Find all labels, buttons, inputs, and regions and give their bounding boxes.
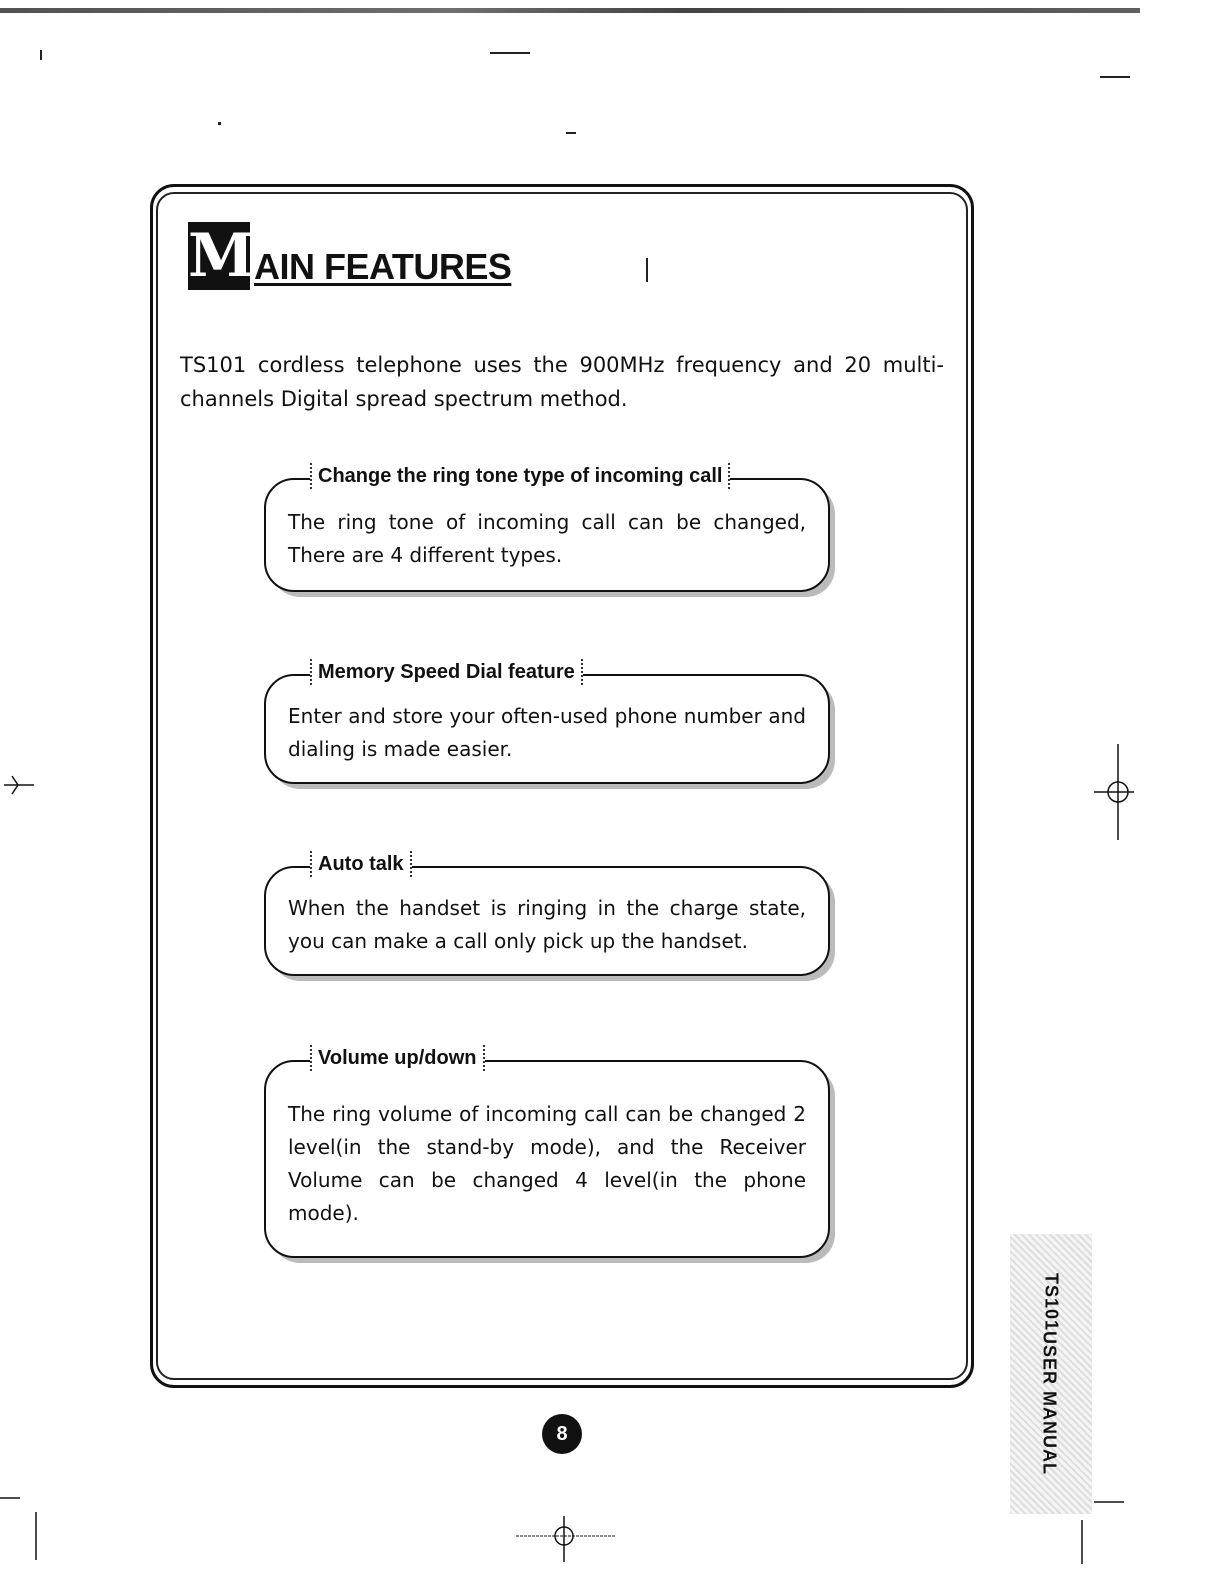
page-number: 8 xyxy=(542,1414,582,1454)
feature-title: Volume up/down xyxy=(310,1045,485,1071)
feature-box-ring-tone xyxy=(264,465,830,592)
registration-crosshair-icon xyxy=(1094,744,1134,840)
scan-speck xyxy=(566,132,576,134)
registration-mark-icon xyxy=(4,770,34,800)
registration-crosshair-icon xyxy=(516,1512,616,1562)
feature-title: Memory Speed Dial feature xyxy=(310,659,583,685)
title-text: AIN FEATURES xyxy=(254,246,512,287)
side-tab-label: USER MANUAL xyxy=(1039,1331,1060,1476)
feature-box-volume xyxy=(264,1047,830,1258)
scan-speck xyxy=(40,50,42,60)
intro-paragraph: TS101 cordless telephone uses the 900MHz frequency and 20 multi-channels Digital spread spectrum method. xyxy=(180,353,944,411)
side-tab-model: TS101 xyxy=(1041,1272,1062,1332)
feature-title: Auto talk xyxy=(310,851,412,877)
page-title xyxy=(188,222,511,290)
scan-speck xyxy=(1100,76,1130,78)
feature-box-auto-talk xyxy=(264,853,830,976)
top-rule xyxy=(0,8,1140,13)
feature-text: Enter and store your often-used phone number and dialing is made easier. xyxy=(288,704,806,761)
crop-mark-icon xyxy=(0,1490,40,1560)
feature-text: The ring tone of incoming call can be changed, There are 4 different types. xyxy=(288,510,806,567)
crop-mark-icon xyxy=(1076,1490,1126,1564)
feature-text: The ring volume of incoming call can be changed 2 level(in the stand-by mode), and the Receiver Volume can be changed 4 level(in the phone mode). xyxy=(288,1102,806,1225)
feature-box-speed-dial xyxy=(264,661,830,784)
feature-title: Change the ring tone type of incoming call xyxy=(310,463,730,489)
scan-speck xyxy=(490,52,530,54)
side-tab xyxy=(1010,1234,1092,1514)
scan-speck xyxy=(218,122,221,125)
feature-text: When the handset is ringing in the charge state, you can make a call only pick up the handset. xyxy=(288,896,806,953)
title-initial: M xyxy=(188,221,255,291)
